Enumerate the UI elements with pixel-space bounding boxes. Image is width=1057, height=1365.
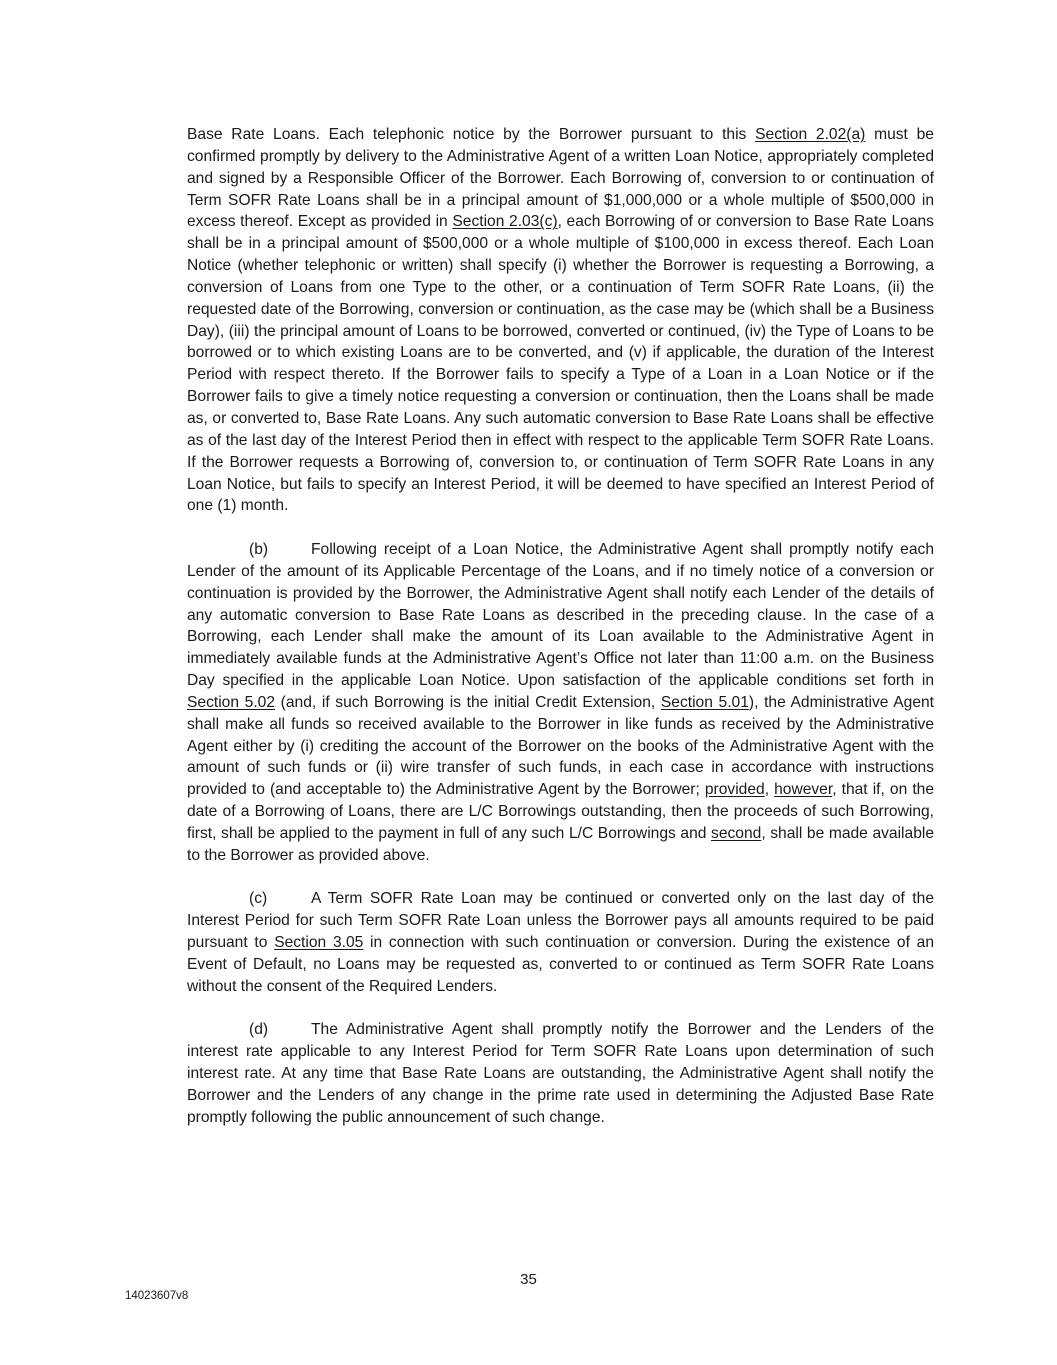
paragraph-b	[187, 539, 934, 867]
paragraph-text: , that if, on the date of a Borrowing of Loans, there are L/C Borrowings outstanding, then the proceeds of such Borrowing, first, shall be applied to the payment in full of any such L/C Borrowings and	[187, 781, 934, 842]
paragraph-text: in connection with such continuation or conversion. During the existence of an Event of Default, no Loans may be requested as, converted to or continued as Term SOFR Rate Loans without the consent of the Required Lenders.	[187, 934, 934, 995]
paragraph-text: The Administrative Agent shall promptly notify the Borrower and the Lenders of the interest rate applicable to any Interest Period for Term SOFR Rate Loans upon determination of such interest rate. At any time that Base Rate Loans are outstanding, the Administrative Agent shall notify the Borrower and the Lenders of any change in the prime rate used in determining the Adjusted Base Rate promptly following the public announcement of such change.	[187, 1021, 934, 1126]
paragraph-text: ,	[764, 781, 775, 799]
clause-number: (c)	[249, 890, 268, 908]
defined-term: provided	[704, 781, 765, 799]
paragraph-continuation	[187, 124, 934, 517]
paragraph-text: ), the Administrative Agent shall make all funds so received available to the Borrower in like funds as received by the Administrative Agent either by (i) crediting the account of the Borrower on the books of the Administrative Agent with the amount of such funds or (ii) wire transfer of such funds, in each case in accordance with instructions provided to (and acceptable to) the Administrative Agent by the Borrower;	[187, 693, 934, 799]
section-reference: Section 5.01	[660, 693, 749, 711]
defined-term: however	[774, 781, 833, 799]
section-reference: Section 2.03(c)	[452, 213, 558, 231]
page-number: 35	[520, 1271, 537, 1288]
paragraph-text: Base Rate Loans. Each telephonic notice by the Borrower pursuant to this	[187, 126, 756, 143]
section-reference: Section 2.02(a)	[755, 126, 866, 143]
paragraph-c	[187, 888, 934, 997]
clause-number: (d)	[249, 1021, 269, 1039]
paragraph-d	[187, 1019, 934, 1128]
paragraph-text: A Term SOFR Rate Loan may be continued or converted only on the last day of the Interest Period for such Term SOFR Rate Loan unless the Borrower pays all amounts required to be paid pursuant to	[187, 890, 934, 952]
clause-number: (b)	[249, 540, 269, 558]
defined-term: second	[711, 824, 762, 842]
paragraph-text: Following receipt of a Loan Notice, the Administrative Agent shall promptly notify each Lender of the amount of its Applicable Percentage of the Loans, and if no timely notice of a conversion or continuation is provided by the Borrower, the Administrative Agent shall notify each Lender of the details of any automatic conversion to Base Rate Loans as described in the preceding clause. In the case of a Borrowing, each Lender shall make the amount of its Loan available to the Administrative Agent in immediately available funds at the Administrative Agent’s Office not later than 11:00 a.m. on the Business Day specified in the applicable Loan Notice. Upon satisfaction of the applicable conditions set forth in	[187, 540, 934, 690]
paragraph-text: (and, if such Borrowing is the initial Credit Extension,	[275, 693, 661, 711]
paragraph-text: , each Borrowing of or conversion to Base Rate Loans shall be in a principal amount of $500,000 or a whole multiple of $100,000 in excess thereof. Each Loan Notice (whether telephonic or written) shall specify (i) whether the Borrower is requesting a Borrowing, a conversion of Loans from one Type to the other, or a continuation of Term SOFR Rate Loans, (ii) the requested date of the Borrowing, conversion or continuation, as the case may be (which shall be a Business Day), (iii) the principal amount of Loans to be borrowed, converted or continued, (iv) the Type of Loans to be borrowed or to which existing Loans are to be converted, and (v) if applicable, the duration of the Interest Period with respect thereto. If the Borrower fails to specify a Type of a Loan in a Loan Notice or if the Borrower fails to give a timely notice requesting a conversion or continuation, then the Loans shall be made as, or converted to, Base Rate Loans. Any such automatic conversion to Base Rate Loans shall be effective as of the last day of the Interest Period then in effect with respect to the applicable Term SOFR Rate Loans. If the Borrower requests a Borrowing of, conversion to, or continuation of Term SOFR Rate Loans in any Loan Notice, but fails to specify an Interest Period, it will be deemed to have specified an Interest Period of one (1) month.	[187, 213, 934, 515]
paragraph-text: must be confirmed promptly by delivery to the Administrative Agent of a written Loan Notice, appropriately completed and signed by a Responsible Officer of the Borrower. Each Borrowing of, conversion to or continuation of Term SOFR Rate Loans shall be in a principal amount of $1,000,000 or a whole multiple of $500,000 in excess thereof. Except as provided in	[187, 126, 934, 231]
section-reference: Section 5.02	[187, 693, 276, 711]
document-body	[187, 124, 934, 1150]
section-reference: Section 3.05	[274, 934, 364, 952]
paragraph-text: , shall be made available to the Borrower as provided above.	[187, 824, 934, 864]
document-id: 14023607v8	[125, 1290, 189, 1302]
